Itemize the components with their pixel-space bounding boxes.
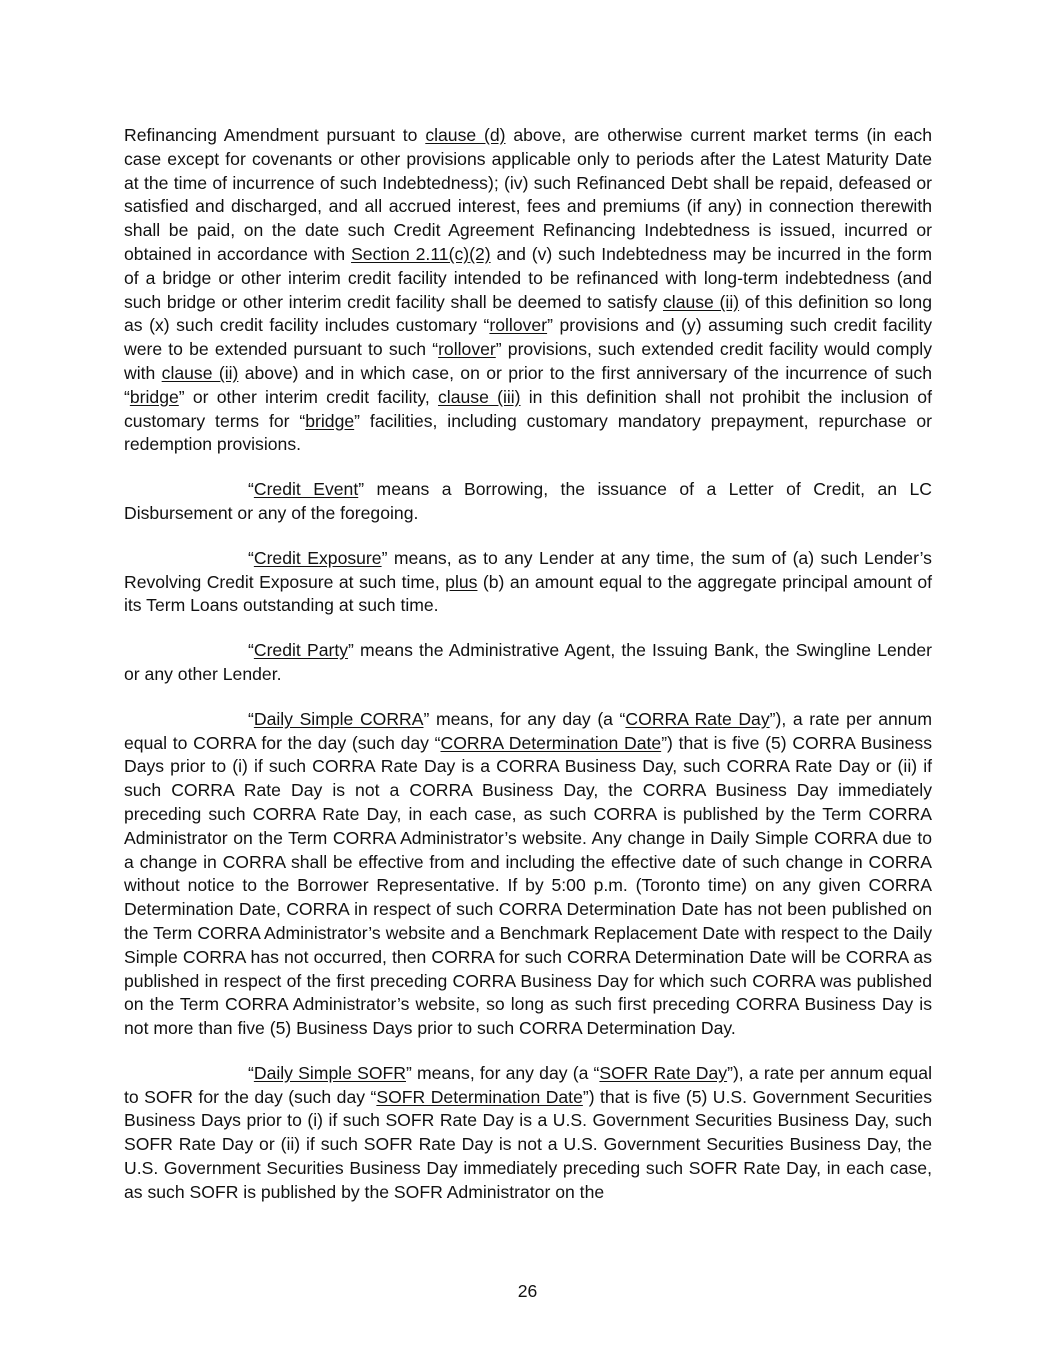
page-number: 26 [517, 1281, 538, 1301]
defined-term: Section 2.11(c)(2) [351, 243, 491, 264]
defined-term: plus [445, 571, 478, 592]
definition-credit-event: “Credit Event” means a Borrowing, the issuance of a Letter of Credit, an LC Disbursement or any of the foregoing. [124, 479, 932, 523]
defined-term: Credit Exposure [253, 547, 382, 568]
defined-term: Credit Party [253, 640, 349, 661]
defined-term: clause (iii) [438, 386, 521, 407]
defined-term: clause (ii) [161, 362, 239, 383]
continuation-paragraph: Refinancing Amendment pursuant to clause (d) above, are otherwise current market terms (in each case except for covenants or other provisions applicable only to periods after the Latest Maturity Date at the time of incurrence of such Indebtedness); (iv) such Refinanced Debt shall be repaid, defeased or satisfied and discharged, and all accrued interest, fees and premiums (if any) in connection therewith shall be paid, on the date such Credit Agreement Refinancing Indebtedness is issued, incurred or obtained in accordance with Section 2.11(c)(2) and (v) such Indebtedness may be incurred in the form of a bridge or other interim credit facility intended to be refinanced with long-term indebtedness (and such bridge or other interim credit facility shall be deemed to satisfy clause (ii) of this definition so long as (x) such credit facility includes customary “rollover” provisions and (y) assuming such credit facility were to be extended pursuant to such “rollover” provisions, such extended credit facility would comply with clause (ii) above) and in which case, on or prior to the first anniversary of the incurrence of such “bridge” or other interim credit facility, clause (iii) in this definition shall not prohibit the inclusion of customary terms for “bridge” facilities, including customary mandatory prepayment, repurchase or redemption provisions. [124, 125, 933, 455]
definition-daily-simple-sofr: “Daily Simple SOFR” means, for any day (a “SOFR Rate Day”), a rate per annum equal to SOFR for the day (such day “SOFR Determination Date”) that is five (5) U.S. Government Securities Business Days prior to (i) if such SOFR Rate Day is a U.S. Government Securities Business Day, such SOFR Rate Day or (ii) if such SOFR Rate Day is not a U.S. Government Securities Business Day, the U.S. Government Securities Business Day immediately preceding such SOFR Rate Day, in each case, as such SOFR is published by the SOFR Administrator on the [124, 1062, 932, 1202]
defined-term: SOFR Determination Date [376, 1086, 583, 1107]
defined-term: CORRA Determination Date [440, 732, 662, 753]
defined-term: rollover [438, 339, 496, 360]
defined-term: bridge [305, 410, 355, 431]
defined-term: CORRA Rate Day [625, 708, 770, 729]
definition-credit-party: “Credit Party” means the Administrative Agent, the Issuing Bank, the Swingline Lender or any other Lender. [124, 640, 932, 684]
defined-term: Daily Simple CORRA [253, 708, 424, 729]
defined-term: Daily Simple SOFR [253, 1062, 406, 1083]
definition-credit-exposure: “Credit Exposure” means, as to any Lender at any time, the sum of (a) such Lender’s Revolving Credit Exposure at such time, plus (b) an amount equal to the aggregate principal amount of its Term Loans outstanding at such time. [124, 547, 932, 616]
defined-term: clause (ii) [662, 291, 740, 312]
defined-term: rollover [489, 315, 548, 336]
definition-daily-simple-corra: “Daily Simple CORRA” means, for any day (a “CORRA Rate Day”), a rate per annum equal to CORRA for the day (such day “CORRA Determination Date”) that is five (5) CORRA Business Days prior to (i) if such CORRA Rate Day is a CORRA Business Day, such CORRA Rate Day or (ii) if such CORRA Rate Day is not a CORRA Business Day, the CORRA Business Day immediately preceding such CORRA Rate Day, in each case, as such CORRA is published by the Term CORRA Administrator on the Term CORRA Administrator’s website. Any change in Daily Simple CORRA due to a change in CORRA shall be effective from and including the effective date of such change in CORRA without notice to the Borrower Representative. If by 5:00 p.m. (Toronto time) on any given CORRA Determination Date, CORRA in respect of such CORRA Determination Date has not been published on the Term CORRA Administrator’s website and a Benchmark Replacement Date with respect to the Daily Simple CORRA has not occurred, then CORRA for such CORRA Determination Date will be CORRA as published in respect of the first preceding CORRA Business Day for which such CORRA was published on the Term CORRA Administrator’s website, so long as such first preceding CORRA Business Day is not more than five (5) Business Days prior to such CORRA Determination Day. [124, 708, 933, 1039]
defined-term: SOFR Rate Day [599, 1062, 728, 1083]
defined-term: clause (d) [425, 125, 506, 145]
defined-term: Credit Event [253, 479, 359, 500]
defined-term: bridge [129, 386, 179, 407]
document-body [124, 124, 932, 1226]
